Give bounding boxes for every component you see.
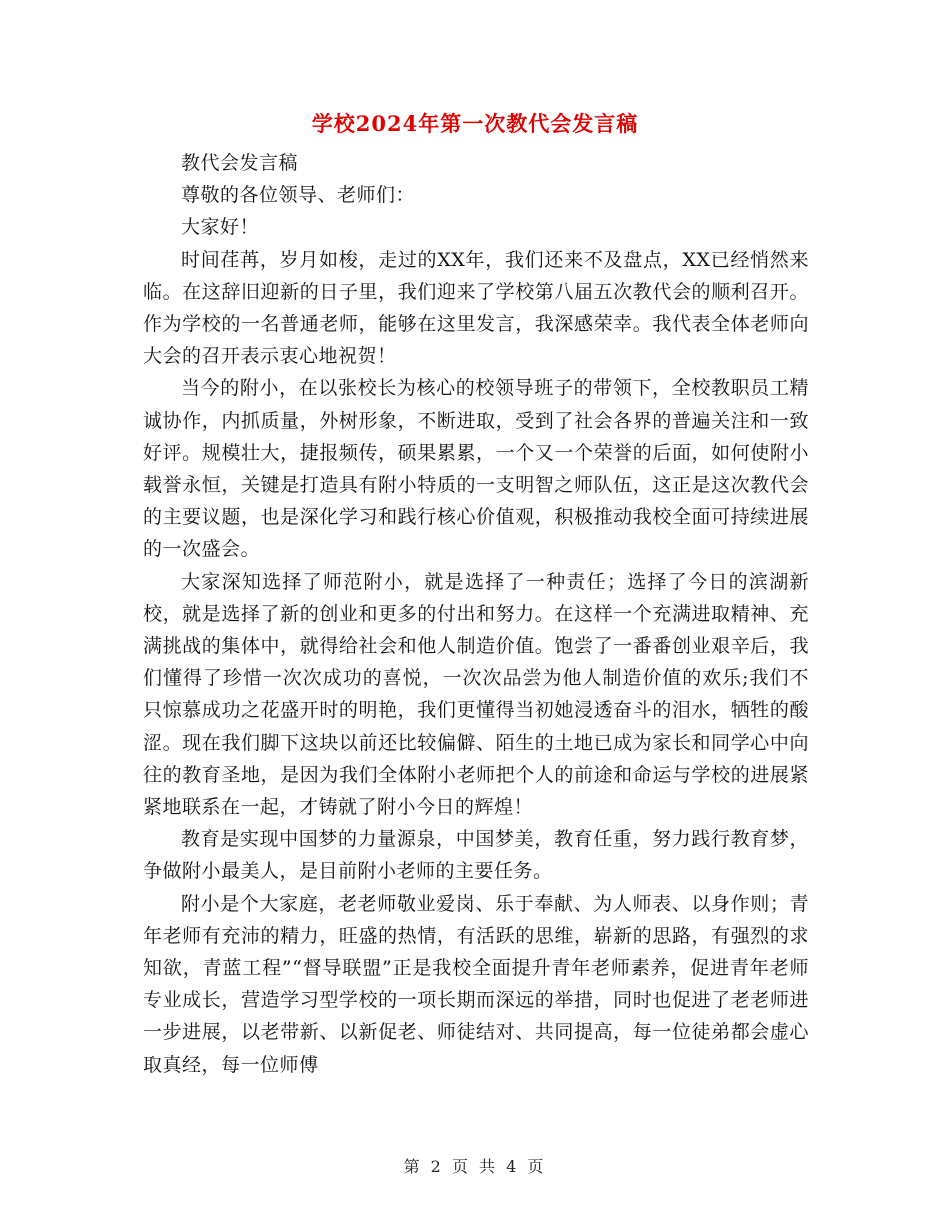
- paragraph-salutation: 尊敬的各位领导、老师们：: [181, 184, 416, 207]
- paragraph: 附小是个大家庭，老老师敬业爱岗、乐于奉献、为人师表、以身作则；青年老师有充沛的精力，旺盛的热情，有活跃的思维，崭新的思路，有强烈的求知欲，青蓝工程”“督导联盟”正是我校全面提升青年老师素养，促进青年老师专业成长，营造学习型学校的一项长期而深远的举措，同时也促进了老老师进一步进展，以老带新、以新促老、师徒结对、共同提高，每一位徒弟都会虚心取真经，每一位师傅: [143, 892, 809, 1076]
- paragraph-greeting: 大家好！: [181, 216, 260, 239]
- document-body: [143, 147, 809, 1081]
- page-footer: 第 2 页 共 4 页: [403, 1157, 547, 1176]
- paragraph-heading: 教代会发言稿: [181, 152, 299, 174]
- paragraph: 当今的附小，在以张校长为核心的校领导班子的带领下，全校教职员工精诚协作，内抓质量，外树形象，不断进取，受到了社会各界的普遍关注和一致好评。规模壮大，捷报频传，硕果累累，一个又一个荣誉的后面，如何使附小载誉永恒，关键是打造具有附小特质的一支明智之师队伍，这正是这次教代会的主要议题，也是深化学习和践行核心价值观，积极推动我校全面可持续进展的一次盛会。: [143, 377, 809, 561]
- document-title: 学校2024年第一次教代会发言稿: [311, 111, 639, 136]
- paragraph: 大家深知选择了师范附小，就是选择了一种责任；选择了今日的滨湖新校，就是选择了新的创业和更多的付出和努力。在这样一个充满进取精神、充满挑战的集体中，就得给社会和他人制造价值。饱尝了一番番创业艰辛后，我们懂得了珍惜一次次成功的喜悦，一次次品尝为他人制造价值的欢乐;我们不只惊慕成功之花盛开时的明艳，我们更懂得当初她浸透奋斗的泪水，牺牲的酸涩。现在我们脚下这块以前还比较偏僻、陌生的土地已成为家长和同学心中向往的教育圣地，是因为我们全体附小老师把个人的前途和命运与学校的进展紧紧地联系在一起，才铸就了附小今日的辉煌！: [143, 570, 809, 819]
- paragraph: 时间荏苒，岁月如梭，走过的XX年，我们还来不及盘点，XX已经悄然来临。在这辞旧迎新的日子里，我们迎来了学校第八届五次教代会的顺利召开。作为学校的一名普通老师，能够在这里发言，我深感荣幸。我代表全体老师向大会的召开表示衷心地祝贺！: [143, 248, 809, 368]
- paragraph: 教育是实现中国梦的力量源泉，中国梦美，教育任重，努力践行教育梦，争做附小最美人，是目前附小老师的主要任务。: [143, 828, 809, 883]
